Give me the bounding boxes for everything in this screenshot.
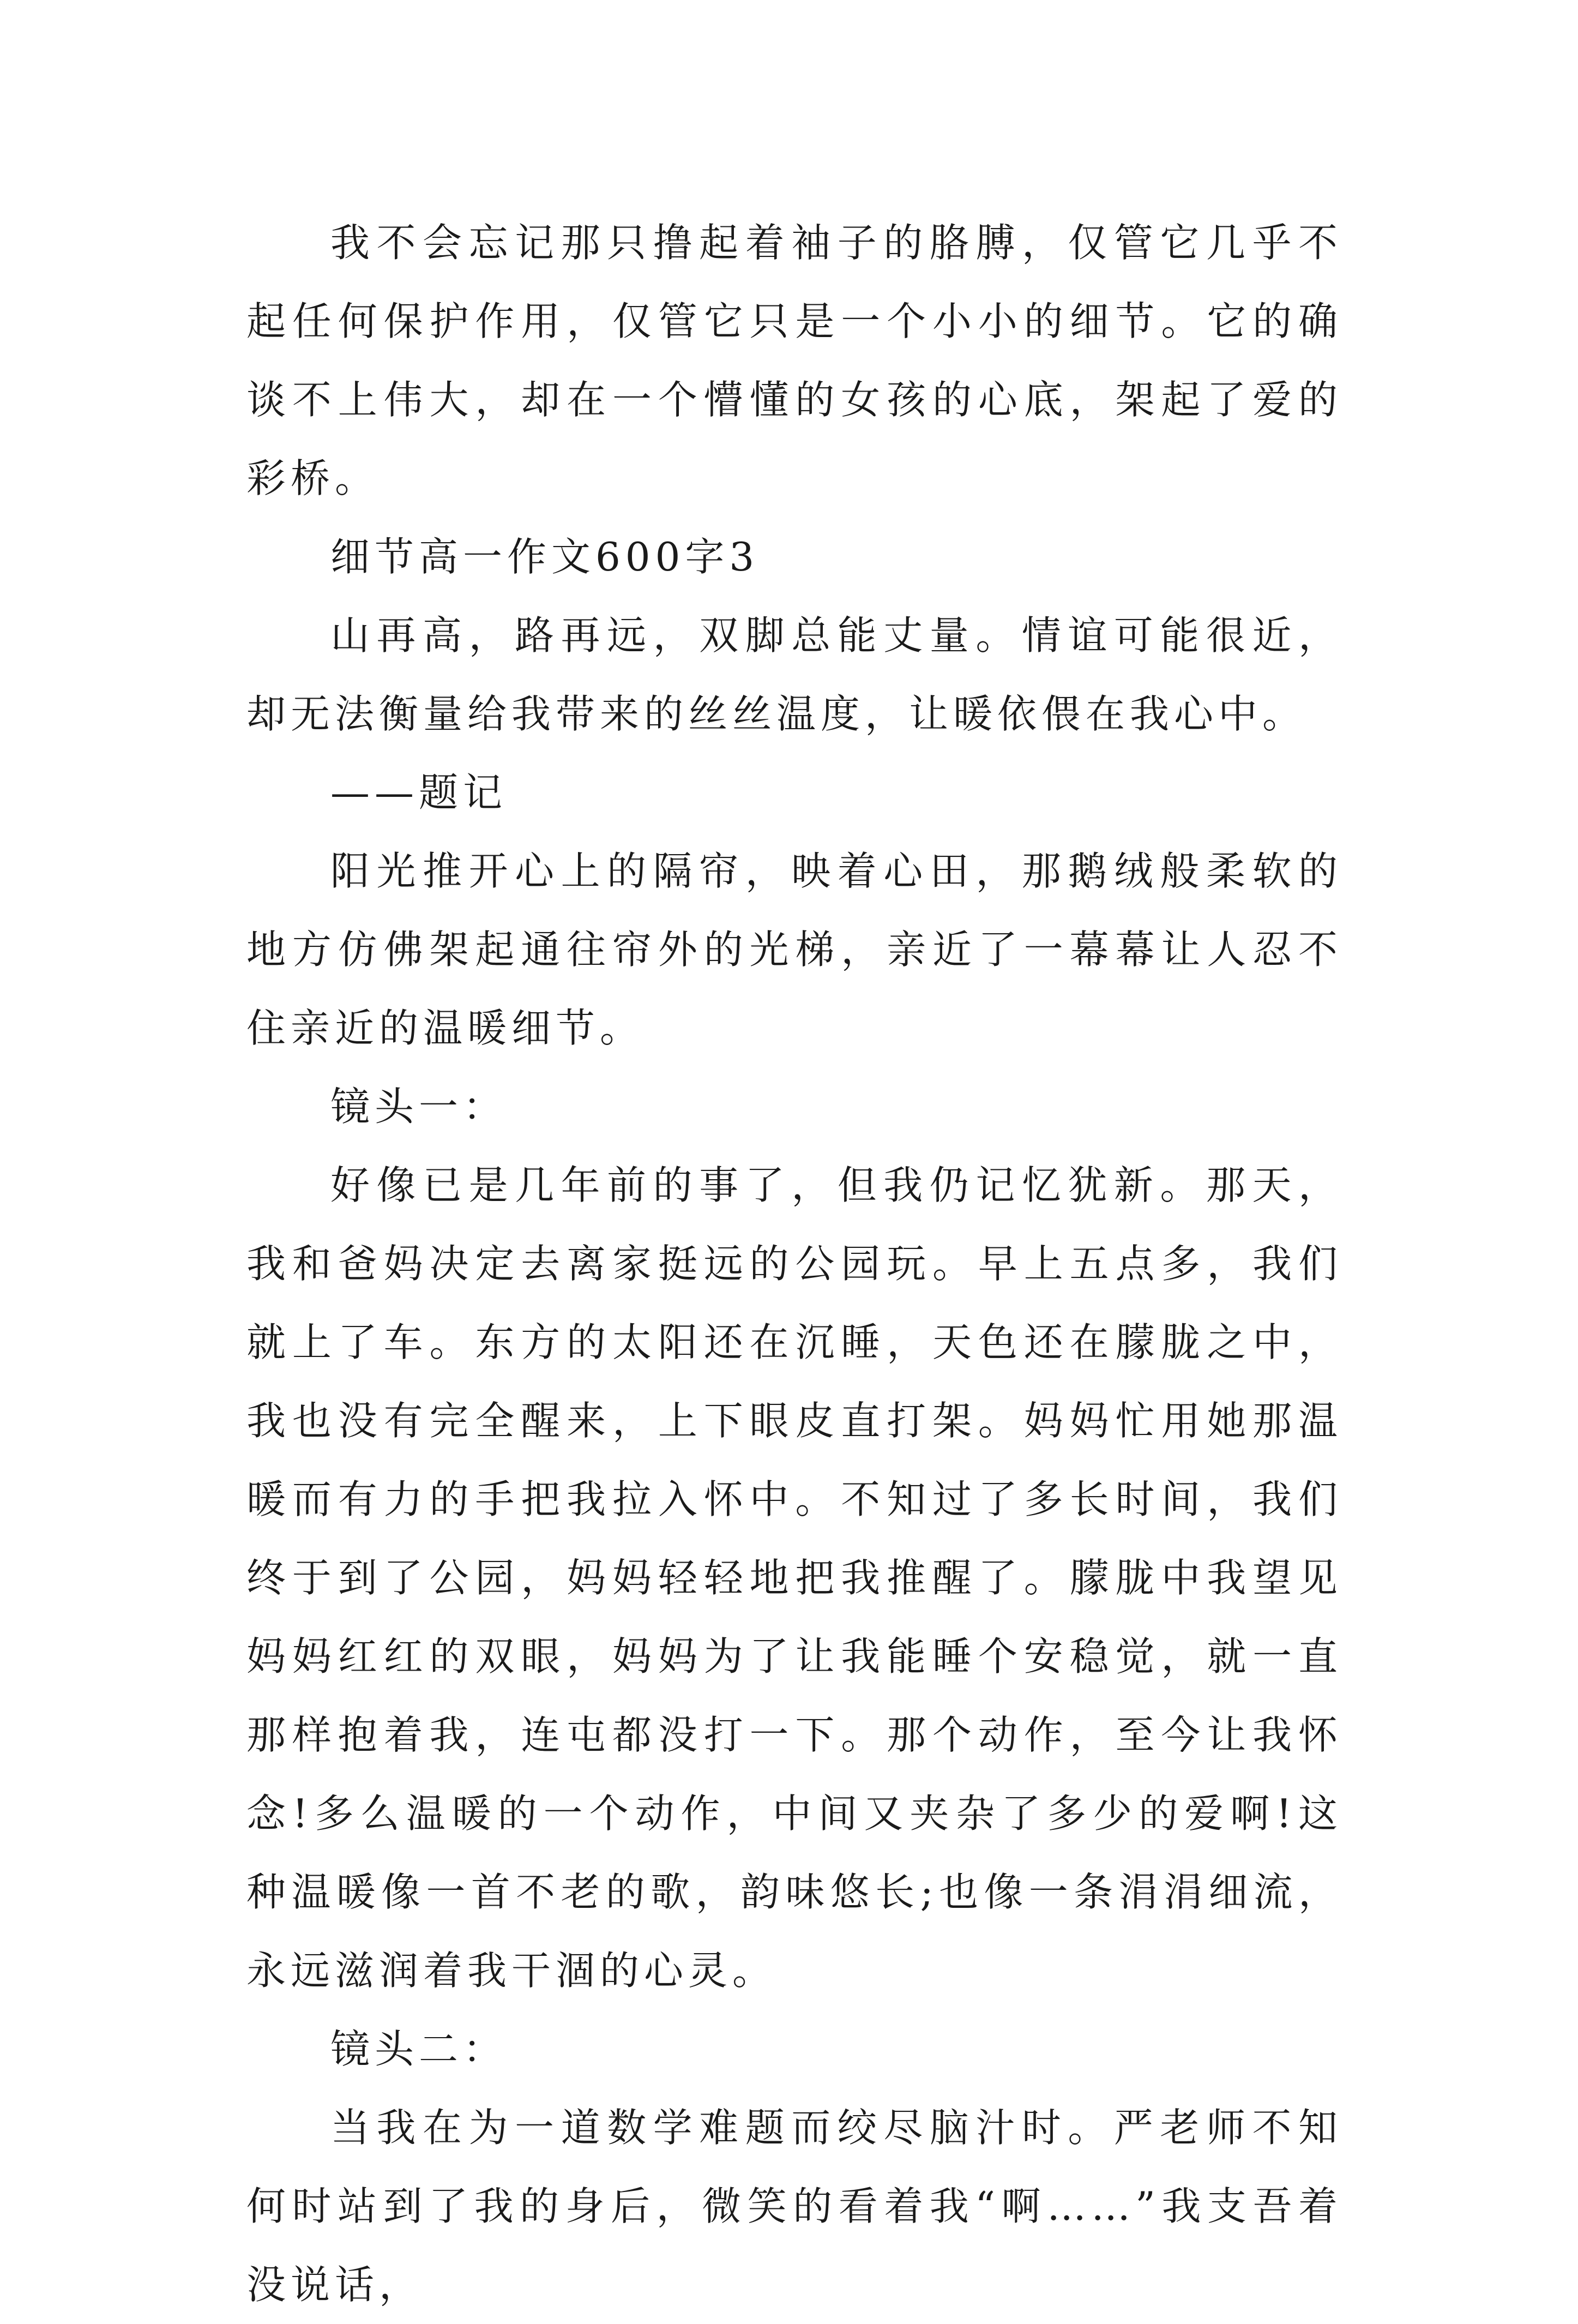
essay-heading: 细节高一作文600字3 [330,534,760,580]
document-body [246,203,1342,2324]
paragraph-scene-one: 好像已是几年前的事了，但我仍记忆犹新。那天，我和爸妈决定去离家挺远的公园玩。早上五点多，我们就上了车。东方的太阳还在沉睡，天色还在朦胧之中，我也没有完全醒来，上下眼皮直打架。妈妈忙用她那温暖而有力的手把我拉入怀中。不知过了多长时间，我们终于到了公园，妈妈轻轻地把我推醒了。朦胧中我望见妈妈红红的双眼，妈妈为了让我能睡个安稳觉，就一直那样抱着我，连屯都没打一下。那个动作，至今让我怀念!多么温暖的一个动作，中间又夹杂了多少的爱啊!这种温暖像一首不老的歌，韵味悠长;也像一条涓涓细流，永远滋润着我干涸的心灵。 [246,1162,1342,1993]
paragraph-epigraph: 山再高，路再远，双脚总能丈量。情谊可能很近，却无法衡量给我带来的丝丝温度，让暖依偎在我心中。 [246,612,1342,737]
paragraph-closing-reflection: 我不会忘记那只撸起着袖子的胳膊，仅管它几乎不起任何保护作用，仅管它只是一个小小的细节。它的确谈不上伟大，却在一个懵懂的女孩的心底，架起了爱的彩桥。 [246,220,1342,501]
epigraph-attribution: ——题记 [330,770,508,815]
paragraph-intro: 阳光推开心上的隔帘，映着心田，那鹅绒般柔软的地方仿佛架起通往帘外的光梯，亲近了一幕幕让人忍不住亲近的温暖细节。 [246,848,1342,1051]
section-label-scene-two: 镜头二： [330,2026,508,2072]
section-label-scene-one: 镜头一： [330,1084,508,1130]
paragraph-scene-two: 当我在为一道数学难题而绞尽脑汁时。严老师不知何时站到了我的身后，微笑的看着我“啊……”我支吾着没说话， [246,2105,1342,2308]
